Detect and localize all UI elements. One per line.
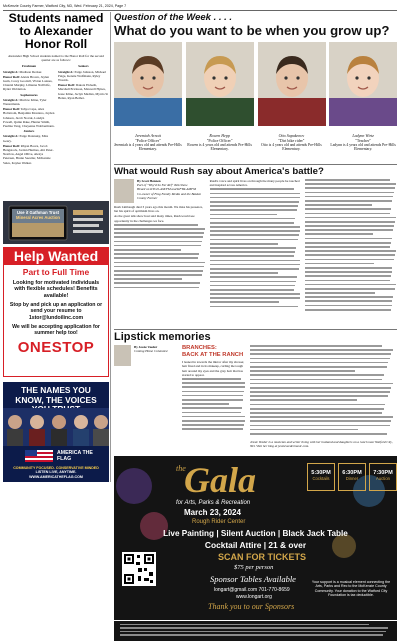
gathman-auction-ad <box>3 201 109 244</box>
author-photo <box>114 179 134 203</box>
honor-roll-names: Dakota Eicketh, Marshall Erickson, Maxwell Hynes, Jesse Kline, Jaclyn Madisn, Myrria St Helen, Ryan Beiber. <box>58 83 109 100</box>
gala-scan: SCAN FOR TICKETS <box>218 552 307 562</box>
radio-tagline: COMMUNITY FOCUSED. CONSERVATIVE MINDED <box>13 466 99 470</box>
gala-ad <box>114 456 397 620</box>
question-kicker: Question of the Week . . . . <box>114 12 233 23</box>
help-wanted-title: Help Wanted <box>4 248 108 265</box>
qotw-photo <box>186 42 254 126</box>
branches-headline2: BACK AT THE RANCH <box>182 351 244 358</box>
auction-ad-line2: Mineral Acres Auction <box>16 215 60 220</box>
honor-roll-group-head: Straight A: <box>3 69 19 74</box>
help-wanted-apply: Stop by and pick up an application or send your resume to 1stor@lundoilinc.com <box>9 302 103 321</box>
lipstick-byline: By Jessie Veeder <box>134 345 158 349</box>
column-divider <box>110 12 111 482</box>
qotw-person <box>186 42 254 152</box>
lipstick-byline2: Coming Home Columnist <box>134 349 168 354</box>
qotw-answer: "Teacher" <box>355 138 372 143</box>
help-wanted-ad <box>3 247 109 377</box>
honor-roll-article <box>3 12 109 198</box>
america-the-flag-ad <box>3 382 109 482</box>
gala-title: Gala <box>184 460 256 500</box>
honor-roll-group-head: Honor Roll: <box>3 74 20 79</box>
qotw-detail: Jeremiah is 4 years old and attends Pre-Hills Elementary. <box>114 143 182 152</box>
honor-roll-title: Students named to Alexander Honor Roll <box>8 11 104 51</box>
radio-ad-title: THE NAMES YOU KNOW, THE VOICES <box>15 385 97 405</box>
honor-roll-names: Marlow Kline, Tyler Westermann. <box>3 97 47 107</box>
gala-schedule-item <box>369 463 397 491</box>
rush-byline: By Scott Hennen <box>137 179 161 183</box>
honor-roll-group <box>3 107 55 128</box>
gala-qr-code[interactable] <box>122 552 156 586</box>
gala-sponsor-strip <box>114 621 397 641</box>
honor-roll-group <box>58 83 109 100</box>
gala-schedule-time: 7:30PM <box>373 470 393 476</box>
honor-roll-group-head: Honor Roll: <box>58 83 75 88</box>
honor-roll-group <box>3 70 55 74</box>
honor-roll-left-column <box>3 64 55 165</box>
lipstick-col3-text <box>250 345 394 440</box>
radio-url: WWW.AMERICATHEFLAG.COM <box>29 474 83 479</box>
gala-features: Live Painting | Silent Auction | Black Jack Table <box>163 529 348 538</box>
honor-roll-right-column <box>58 64 109 165</box>
rush-p3: Rush's voice and spirit lives on through the many people he touched and inspired across America. <box>209 179 300 188</box>
honor-roll-group <box>3 93 55 97</box>
page-header-text: McKenzie County Farmer, Watford City, ND, Wed. February 21, 2024, Page 7 <box>3 3 127 8</box>
lipstick-col2-text <box>182 378 246 436</box>
auction-tv-graphic <box>3 201 109 244</box>
rush-byline4: Co-owner of Flag Family Media and the Bakken County Farmer <box>137 191 202 200</box>
honor-roll-group <box>58 70 109 83</box>
gala-schedule-time: 5:30PM <box>311 470 331 476</box>
qotw-photo <box>329 42 397 126</box>
gala-schedule-item <box>338 463 366 491</box>
branches-headline1: BRANCHES: <box>182 345 217 351</box>
lipstick-p1: I leaned in towards the mirror after my shower, hair fixed and in its makeup, curling the tough hair around my eyes and the gray hair that has started to appear. <box>182 360 245 377</box>
honor-roll-group <box>3 129 55 133</box>
station-logo-area <box>3 448 109 464</box>
qotw-name: Ladynn Wirtz <box>352 133 374 138</box>
station-name: AMERICA THE FLAG <box>57 450 93 462</box>
question-of-week <box>114 12 397 162</box>
honor-roll-group-head: Straight A: <box>3 134 19 139</box>
honor-roll-group <box>3 75 55 92</box>
gala-date: March 23, 2024 <box>184 508 241 517</box>
rush-col2-text <box>210 188 302 313</box>
gala-price: $75 per person <box>234 564 274 571</box>
onestop-logo: ONESTOP <box>17 339 95 357</box>
rush-byline3: Heard on KTGO-AM/FM and KFYR-AMFM <box>137 187 196 192</box>
gala-schedule-label: Cocktails <box>312 476 330 481</box>
gala-schedule-label: Auction <box>376 476 390 481</box>
lipstick-title: Lipstick memories <box>114 331 211 343</box>
gala-schedule <box>307 463 397 491</box>
radio-hosts-photo <box>3 408 109 446</box>
rush-col3-text <box>305 179 397 314</box>
qotw-detail: Ladynn is 4 years old and attends Pre-Hills Elementary. <box>330 143 396 152</box>
qotw-photo <box>114 42 182 126</box>
help-wanted-subtitle: Part to Full Time <box>22 267 90 277</box>
qotw-person <box>114 42 182 152</box>
qotw-detail: Rowen is 4 years old and attends Pre-Hills Elementary. <box>187 143 252 152</box>
lipstick-memories-article <box>114 329 397 455</box>
qotw-answer: "Police Officer" <box>206 138 233 143</box>
honor-roll-group-head: Straight A: <box>58 69 74 74</box>
honor-roll-group-head: Seniors <box>78 64 89 69</box>
honor-roll-names: Alexis Brown, Jaylen Gum, Corey Goodall, Vivian Lonnes, Chantal Murphy, Lilianna NaWolfe, Ryder Wobletton. <box>3 74 53 92</box>
rush-p2: As the great talk show host said many times, Rush would see opportunity in the challenges we face. <box>114 214 195 223</box>
qotw-person <box>329 42 397 152</box>
honor-roll-group-head: Sophomores <box>20 92 38 97</box>
qotw-name: Jeremiah Arnott <box>134 133 161 138</box>
gala-thanks: Thank you to our Sponsors <box>208 602 295 611</box>
honor-roll-group-head: Freshmen <box>21 64 37 69</box>
columnist-photo <box>114 345 131 366</box>
sponsor-list-text <box>120 624 391 638</box>
gala-contact: longart@gmail.com 701-770-8659 <box>214 587 290 593</box>
help-wanted-accept: We will be accepting application for summer help too! <box>12 323 100 337</box>
honor-roll-group <box>58 64 109 68</box>
qotw-person <box>258 42 326 152</box>
qotw-name: Rowen Hepp <box>209 133 230 138</box>
rush-column-title: What would Rush say about America's battle? <box>114 166 324 177</box>
question-title: What do you want to be when you grow up? <box>114 23 390 38</box>
gala-schedule-label: Dinner <box>345 476 359 481</box>
qotw-name: Otto Sapakenov <box>278 133 305 138</box>
help-wanted-body: Looking for motivated individuals with flexible schedules! Benefits available! <box>12 280 100 299</box>
gala-support: Your support is a musical element connecting the Arts, Parks and Rec to the McKenzie County Community. Your donation to the Watford City Foundation is tax deductible. <box>311 580 391 598</box>
honor-roll-names: Madison Decker. <box>19 69 43 74</box>
rush-col1-text <box>114 224 206 294</box>
gala-pre: the <box>176 464 186 473</box>
honor-roll-names: Rhyan Bacza, Jacob Hengstock, Jordan Hermes, Abi Peter-Nestlow, Angel Ollive, Alexys Petersen, Brunn Seestler, McKenzie Sales, Kaylee Walker. <box>3 143 54 165</box>
page-header <box>3 2 397 11</box>
honor-roll-names: Paige Johnson, Mickael Paige, Kenzie Wolfmann, Ryley Wosick. <box>58 69 106 83</box>
rush-byline2: Part of "Why'd So Far Ref" Talk Show <box>137 183 188 188</box>
honor-roll-names: Tehya Cape, Alex Holtstrom, Benjamin Montano, Jayden Johnson, Jacob Novak, Landyn Powell, Quinn Rake, Hunter Smith, Paulina Vang, Cheyenne Wobbermann. <box>3 107 55 129</box>
radio-listen: LISTEN LIVE, ANYTIME. <box>35 470 77 475</box>
gala-venue: Rough Rider Center <box>192 519 246 525</box>
honor-roll-group <box>3 98 55 106</box>
qotw-detail: Otto is 4 years old and attends Pre-Hills Elementary. <box>261 143 322 152</box>
honor-roll-group-head: Straight A: <box>3 97 19 102</box>
gala-schedule-time: 6:30PM <box>342 470 362 476</box>
honor-roll-group-head: Juniors <box>23 129 35 134</box>
qotw-answer: "Police Officer" <box>135 138 161 143</box>
gala-web[interactable]: www.longart.org <box>236 594 272 600</box>
gala-sponsor: Sponsor Tables Available <box>210 574 296 584</box>
rush-p1: Rush Limbaugh died 3 years ago this month. We miss his presence, but his spirit of optimism lives on. <box>114 205 203 214</box>
honor-roll-group <box>3 134 55 142</box>
auction-ad-line1: Use it Gathman Trust <box>16 210 60 215</box>
lipstick-p2: Jessie Veeder is a musician and writer living with her husband and daughters on a ranch near Watford City, ND. Visit her blog at jessieveedermusic.com. <box>250 440 393 449</box>
qotw-answer: "Dirt bike rider" <box>278 138 305 143</box>
gala-time: Cocktail Attire | 21 & over <box>204 540 307 550</box>
gala-schedule-item <box>307 463 335 491</box>
flag-icon <box>25 448 55 464</box>
honor-roll-group <box>3 64 55 68</box>
honor-roll-group-head: Honor Roll: <box>3 143 20 148</box>
gala-subtitle: for Arts, Parks & Recreation <box>176 500 251 506</box>
qotw-photo <box>258 42 326 126</box>
rush-column <box>114 164 397 328</box>
honor-roll-intro: Alexander High School students named to the Honor Roll for the second quarter are as follows: <box>8 54 104 63</box>
honor-roll-group <box>3 144 55 165</box>
honor-roll-names: Paige Dolensky, Mira Geary. <box>3 134 49 143</box>
honor-roll-group-head: Honor Roll: <box>3 107 20 112</box>
